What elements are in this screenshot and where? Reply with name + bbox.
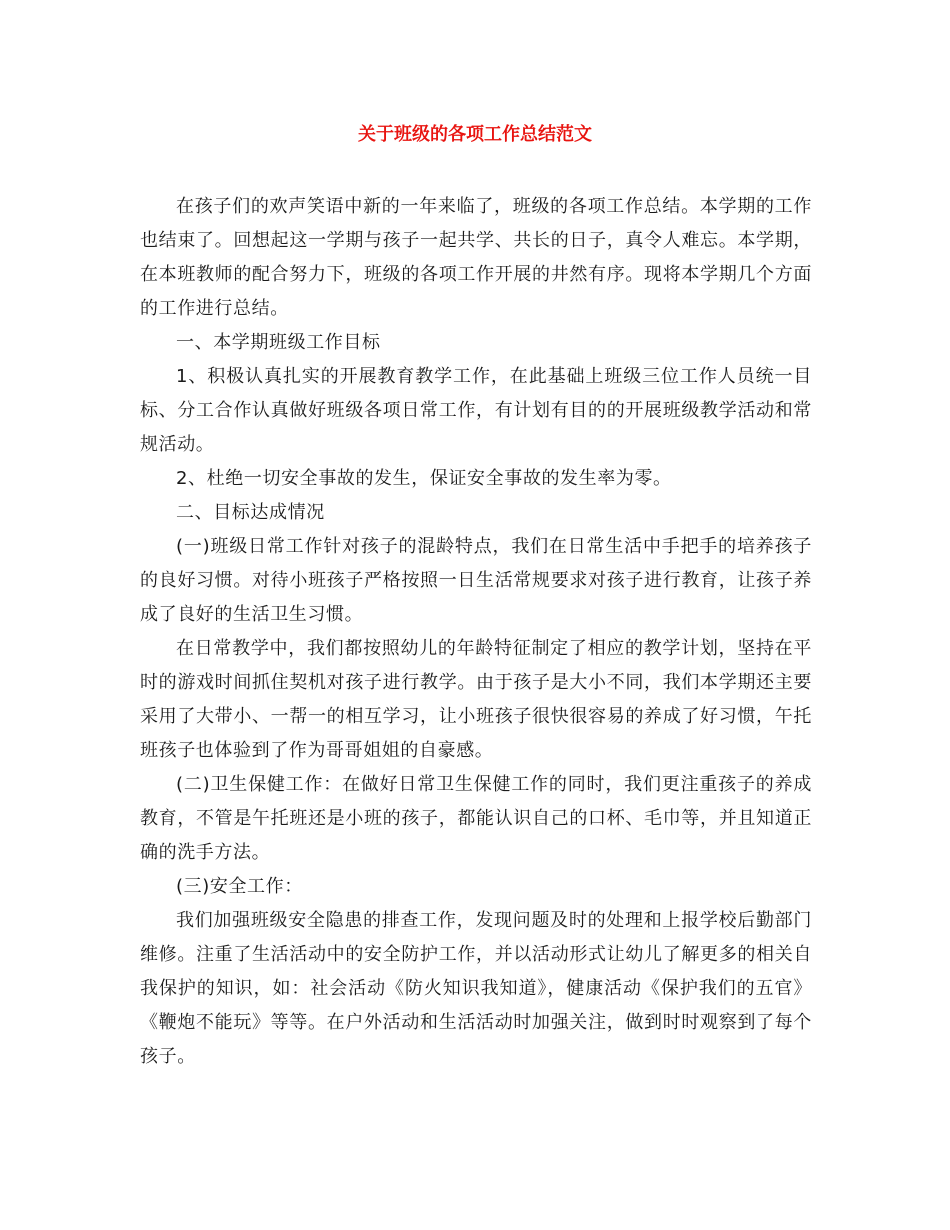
paragraph-goal-1: 1、积极认真扎实的开展教育教学工作，在此基础上班级三位工作人员统一目标、分工合作认真做好班级各项日常工作，有计划有目的的开展班级教学活动和常规活动。 — [140, 366, 812, 455]
paragraph-goal-2: 2、杜绝一切安全事故的发生，保证安全事故的发生率为零。 — [176, 468, 672, 489]
paragraph-teaching: 在日常教学中，我们都按照幼儿的年龄特征制定了相应的教学计划，坚持在平时的游戏时间抓住契机对孩子进行教学。由于孩子是大小不同，我们本学期还主要采用了大带小、一帮一的相互学习，让小班孩子很快很容易的养成了好习惯，午托班孩子也体验到了作为哥哥姐姐的自豪感。 — [140, 638, 812, 761]
paragraph-safety: 我们加强班级安全隐患的排查工作，发现问题及时的处理和上报学校后勤部门维修。注重了生活活动中的安全防护工作，并以活动形式让幼儿了解更多的相关自我保护的知识，如：社会活动《防火知识我知道》，健康活动《保护我们的五官》《鞭炮不能玩》等等。在户外活动和生活活动时加强关注，做到时时观察到了每个孩子。 — [140, 910, 812, 1067]
heading-section-1: 一、本学期班级工作目标 — [176, 332, 381, 353]
heading-safety: (三)安全工作： — [176, 876, 303, 897]
document-body — [140, 190, 812, 1074]
paragraph-health: (二)卫生保健工作：在做好日常卫生保健工作的同时，我们更注重孩子的养成教育，不管是午托班还是小班的孩子，都能认识自己的口杯、毛巾等，并且知道正确的洗手方法。 — [140, 774, 812, 863]
paragraph-intro: 在孩子们的欢声笑语中新的一年来临了，班级的各项工作总结。本学期的工作也结束了。回想起这一学期与孩子一起共学、共长的日子，真令人难忘。本学期，在本班教师的配合努力下，班级的各项工作开展的井然有序。现将本学期几个方面的工作进行总结。 — [140, 196, 812, 319]
paragraph-daily-work: (一)班级日常工作针对孩子的混龄特点，我们在日常生活中手把手的培养孩子的良好习惯。对待小班孩子严格按照一日生活常规要求对孩子进行教育，让孩子养成了良好的生活卫生习惯。 — [140, 536, 812, 625]
heading-section-2: 二、目标达成情况 — [176, 502, 325, 523]
document-title: 关于班级的各项工作总结范文 — [358, 124, 592, 145]
